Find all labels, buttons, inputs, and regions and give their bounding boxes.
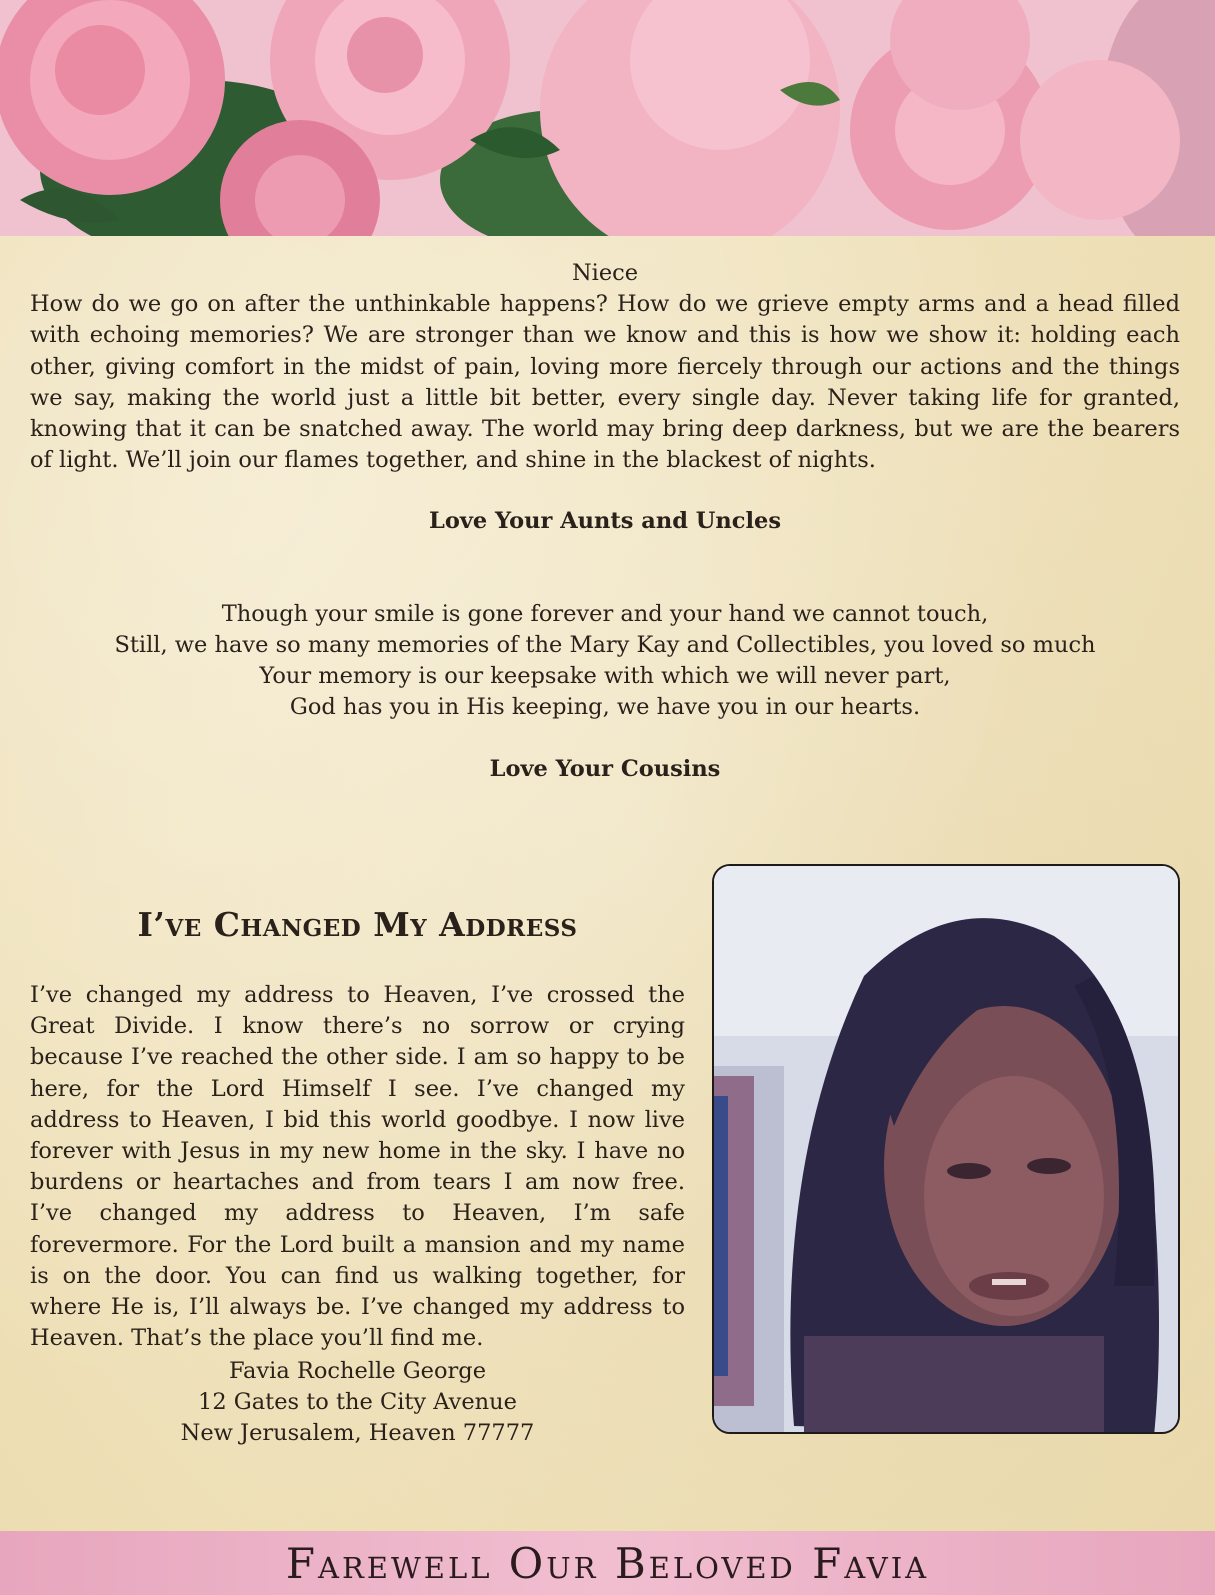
relation-label: Niece — [571, 260, 639, 286]
tribute-paragraph: How do we go on after the unthinkable happens? How do we grieve empty arms and a head filled with echoing memories? We are stronger than we know and this is how we show it: holding each other, giving comfort in the midst of pain, loving more fiercely through our actions and the things we say, making the world just a little bit better, every single day. Never taking life for granted, knowing that it can be snatched away. The world may bring deep darkness, but we are the bearers of light. We’ll join our flames together, and shine in the blackest of nights. — [30, 291, 1180, 474]
poem-line: Still, we have so many memories of the Mary Kay and Collectibles, you loved so much — [114, 631, 1096, 658]
poem-line: Your memory is our keepsake with which we will never part, — [259, 663, 951, 690]
poem-line: God has you in His keeping, we have you in our hearts. — [289, 694, 921, 721]
rose-banner-image — [0, 0, 1215, 236]
poem-signature: Love Your Cousins — [489, 756, 721, 783]
portrait-photo — [712, 864, 1180, 1434]
tribute-signature: Love Your Aunts and Uncles — [429, 508, 781, 535]
address-poem-title: I’ve Changed My Address — [137, 905, 578, 944]
footer-banner — [0, 1531, 1215, 1595]
address-line-name: Favia Rochelle George — [228, 1358, 487, 1384]
address-line-city: New Jerusalem, Heaven 77777 — [180, 1420, 535, 1447]
footer-title: Farewell Our Beloved Favia — [285, 1539, 930, 1588]
address-poem-text: I’ve changed my address to Heaven, I’ve crossed the Great Divide. I know there’s no sorrow or crying because I’ve reached the other side. I am so happy to be here, for the Lord Himself I see. I’ve changed my address to Heaven, I bid this world goodbye. I now live forever with Jesus in my new home in the sky. I have no burdens or heartaches and from tears I am now free. I’ve changed my address to Heaven, I’m safe forevermore. For the Lord built a mansion and my name is on the door. You can find us walking together, for where He is, I’ll always be. I’ve changed my address to Heaven. That’s the place you’ll find me. — [30, 982, 685, 1352]
memorial-poem — [30, 599, 1180, 724]
heaven-address — [30, 1356, 685, 1450]
tribute-section — [30, 258, 1180, 786]
poem-line: Though your smile is gone forever and your hand we cannot touch, — [221, 600, 989, 627]
address-line-street: 12 Gates to the City Avenue — [198, 1389, 517, 1416]
